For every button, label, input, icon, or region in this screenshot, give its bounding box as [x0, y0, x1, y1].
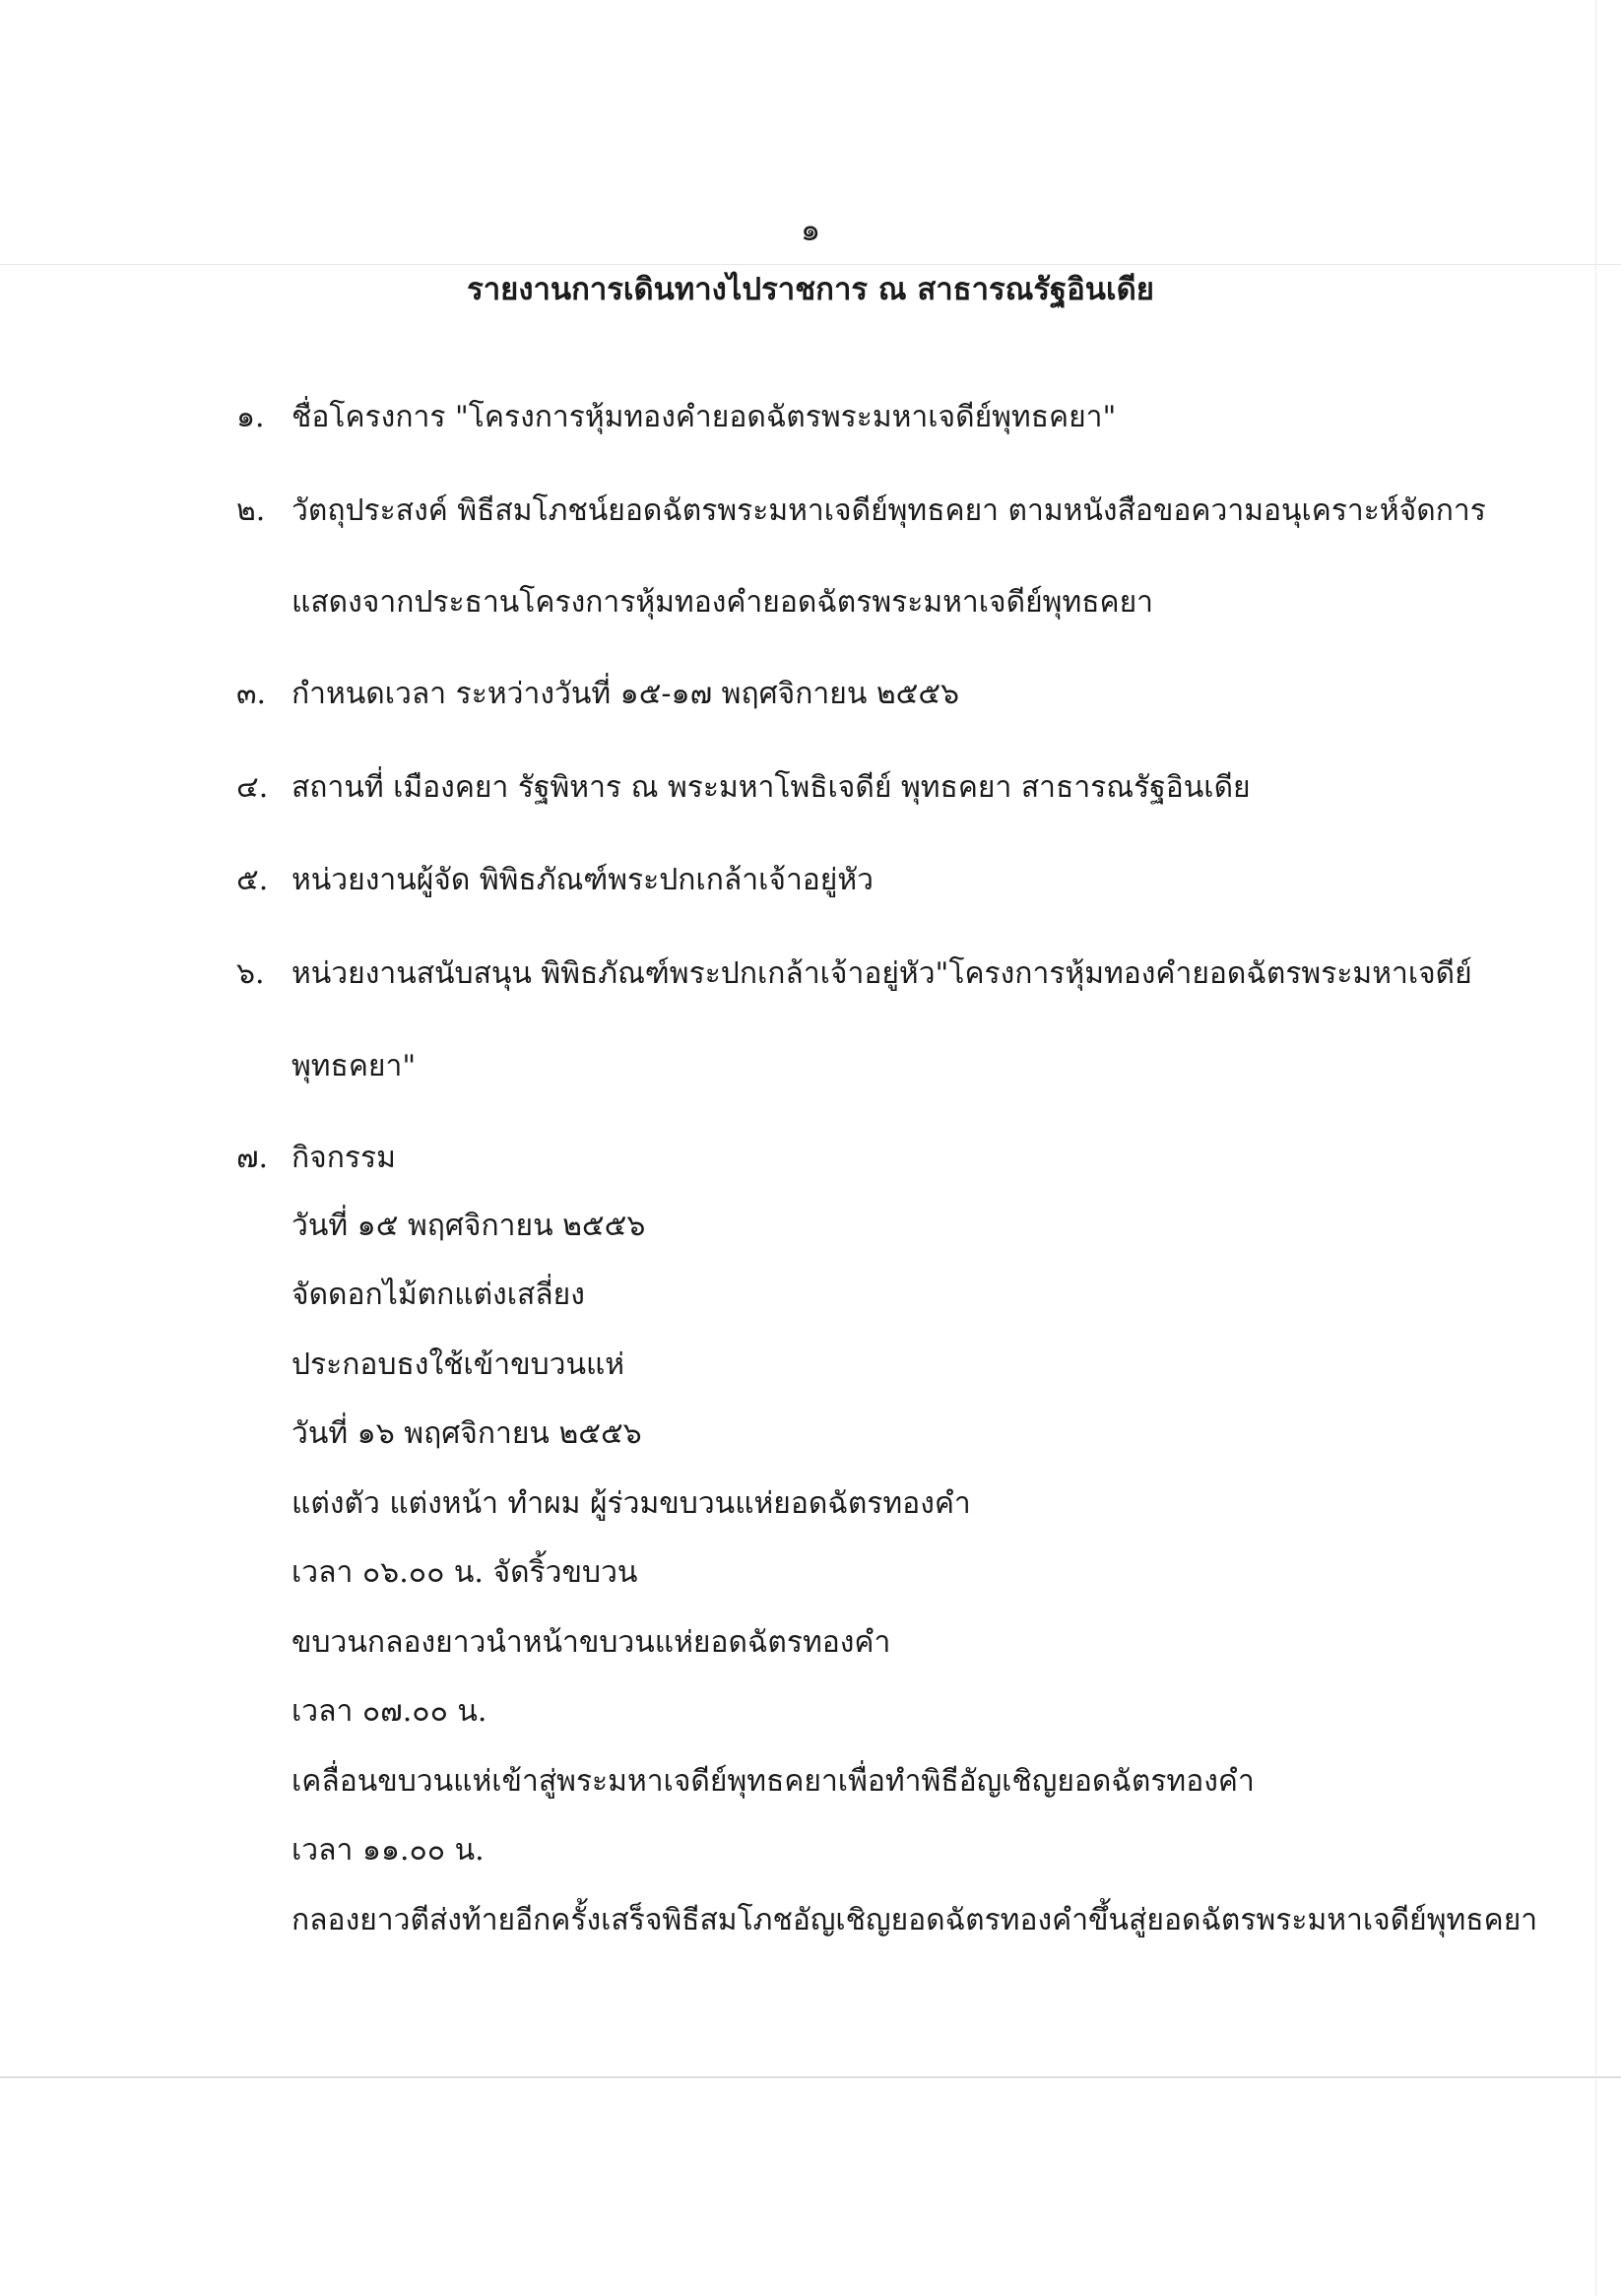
list-item-6-continuation: พุทธคยา" [292, 1049, 417, 1083]
activity-line-2: จัดดอกไม้ตกแต่งเสลี่ยง [292, 1278, 585, 1312]
activity-line-7: ขบวนกลองยาวนำหน้าขบวนแห่ยอดฉัตรทองคำ [292, 1625, 891, 1660]
activity-line-5: แต่งตัว แต่งหน้า ทำผม ผู้ร่วมขบวนแห่ยอดฉัตรทองคำ [292, 1486, 971, 1521]
item-number: ๗. [236, 1141, 269, 1175]
item-number: ๖. [236, 956, 265, 991]
page-number: ๑ [800, 211, 821, 248]
item-number: ๕. [236, 863, 269, 897]
item-number: ๔. [236, 770, 269, 805]
activity-line-1: วันที่ ๑๕ พฤศจิกายน ๒๕๕๖ [292, 1209, 646, 1243]
document-title: รายงานการเดินทางไปราชการ ณ สาธารณรัฐอินเดีย [467, 272, 1154, 307]
activity-line-3: ประกอบธงใช้เข้าขบวนแห่ [292, 1347, 625, 1382]
item-number: ๑. [236, 400, 265, 434]
list-item-1 [236, 394, 1116, 440]
item-text: กำหนดเวลา ระหว่างวันที่ ๑๕-๑๗ พฤศจิกายน ๒๕๕๖ [292, 677, 960, 711]
list-item-5 [236, 857, 874, 903]
list-item-3 [236, 671, 959, 717]
list-item-2 [236, 488, 1486, 534]
activity-line-9: เคลื่อนขบวนแห่เข้าสู่พระมหาเจดีย์พุทธคยาเพื่อทำพิธีอัญเชิญยอดฉัตรทองคำ [292, 1764, 1255, 1799]
list-item-6 [236, 951, 1472, 997]
item-text: ชื่อโครงการ "โครงการหุ้มทองคำยอดฉัตรพระมหาเจดีย์พุทธคยา" [292, 400, 1117, 434]
item-text: หน่วยงานผู้จัด พิพิธภัณฑ์พระปกเกล้าเจ้าอยู่หัว [292, 863, 875, 897]
item-text: วัตถุประสงค์ พิธีสมโภชน์ยอดฉัตรพระมหาเจดีย์พุทธคยา ตามหนังสือขอความอนุเคราะห์จัดการ [292, 493, 1486, 528]
item-text: หน่วยงานสนับสนุน พิพิธภัณฑ์พระปกเกล้าเจ้าอยู่หัว"โครงการหุ้มทองคำยอดฉัตรพระมหาเจดีย์ [292, 956, 1472, 991]
activity-line-11: กลองยาวตีส่งท้ายอีกครั้งเสร็จพิธีสมโภชอัญเชิญยอดฉัตรทองคำขึ้นสู่ยอดฉัตรพระมหาเจดีย์พุทธคยา [292, 1903, 1538, 1937]
activity-line-10: เวลา ๑๑.๐๐ น. [292, 1833, 485, 1868]
list-item-4 [236, 764, 1251, 811]
list-item-7 [236, 1135, 396, 1181]
activity-line-4: วันที่ ๑๖ พฤศจิกายน ๒๕๕๖ [292, 1416, 642, 1451]
item-text: สถานที่ เมืองคยา รัฐพิหาร ณ พระมหาโพธิเจดีย์ พุทธคยา สาธารณรัฐอินเดีย [292, 770, 1251, 805]
list-item-2-continuation: แสดงจากประธานโครงการหุ้มทองคำยอดฉัตรพระมหาเจดีย์พุทธคยา [292, 585, 1154, 620]
scan-edge-right [1595, 0, 1596, 2296]
activity-line-8: เวลา ๐๗.๐๐ น. [292, 1694, 487, 1729]
scan-fold-line-bottom [0, 2076, 1621, 2078]
activity-line-6: เวลา ๐๖.๐๐ น. จัดริ้วขบวน [292, 1555, 638, 1590]
item-number: ๓. [236, 677, 267, 711]
item-text: กิจกรรม [292, 1141, 396, 1175]
item-number: ๒. [236, 493, 266, 528]
